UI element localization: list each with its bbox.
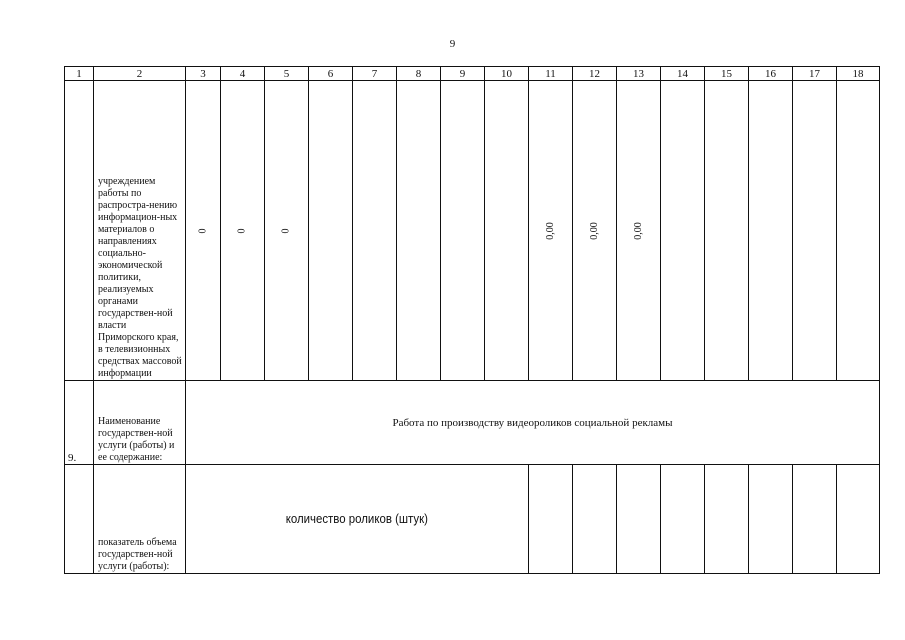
row-number-cell [65, 465, 94, 574]
services-table [64, 66, 880, 574]
value-text: 0,00 [632, 221, 644, 240]
value-cell [221, 81, 265, 381]
empty-cell [837, 465, 880, 574]
value-cell [617, 81, 661, 381]
column-header: 3 [186, 67, 221, 81]
empty-cell [397, 81, 441, 381]
volume-unit-text: количество роликов (штук) [285, 510, 429, 526]
row-description: показатель объема государствен-ной услуги (работы): [94, 465, 186, 574]
row-description: Наименование государствен-ной услуги (работы) и ее содержание: [94, 381, 186, 465]
column-header: 9 [441, 67, 485, 81]
service-content-cell: Работа по производству видеороликов социальной рекламы [186, 381, 880, 465]
empty-cell [573, 465, 617, 574]
value-cell [529, 81, 573, 381]
column-header: 1 [65, 67, 94, 81]
table-row [65, 81, 880, 381]
value-text: 0,00 [588, 221, 600, 240]
value-text: 0 [197, 228, 208, 233]
empty-cell [661, 81, 705, 381]
value-cell [573, 81, 617, 381]
value-cell [265, 81, 309, 381]
empty-cell [617, 465, 661, 574]
empty-cell [837, 81, 880, 381]
empty-cell [661, 465, 705, 574]
column-number-row [65, 67, 880, 81]
column-header: 6 [309, 67, 353, 81]
table-row [65, 381, 880, 465]
column-header: 8 [397, 67, 441, 81]
column-header: 18 [837, 67, 880, 81]
value-text: 0 [280, 228, 292, 233]
empty-cell [485, 81, 529, 381]
column-header: 15 [705, 67, 749, 81]
empty-cell [353, 81, 397, 381]
empty-cell [705, 465, 749, 574]
column-header: 11 [529, 67, 573, 81]
column-header: 7 [353, 67, 397, 81]
empty-cell [705, 81, 749, 381]
row-number-cell: 9. [65, 381, 94, 465]
empty-cell [793, 465, 837, 574]
row-number-cell [65, 81, 94, 381]
column-header: 17 [793, 67, 837, 81]
value-text: 0 [236, 228, 248, 233]
empty-cell [749, 465, 793, 574]
empty-cell [749, 81, 793, 381]
row-description: учреждением работы по распростра-нению информацион-ных материалов о направлениях социально-экономической политики, реализуемых органами государствен-ной власти Приморского края, в телевизионных средствах массовой информации [94, 81, 186, 381]
column-header: 10 [485, 67, 529, 81]
empty-cell [529, 465, 573, 574]
column-header: 14 [661, 67, 705, 81]
value-cell [186, 81, 221, 381]
column-header: 5 [265, 67, 309, 81]
table-row [65, 465, 880, 574]
empty-cell [309, 81, 353, 381]
empty-cell [793, 81, 837, 381]
page-number: 9 [449, 38, 456, 50]
column-header: 12 [573, 67, 617, 81]
column-header: 4 [221, 67, 265, 81]
column-header: 2 [94, 67, 186, 81]
volume-unit-cell [186, 465, 529, 574]
empty-cell [441, 81, 485, 381]
column-header: 13 [617, 67, 661, 81]
value-text: 0,00 [544, 221, 556, 240]
column-header: 16 [749, 67, 793, 81]
